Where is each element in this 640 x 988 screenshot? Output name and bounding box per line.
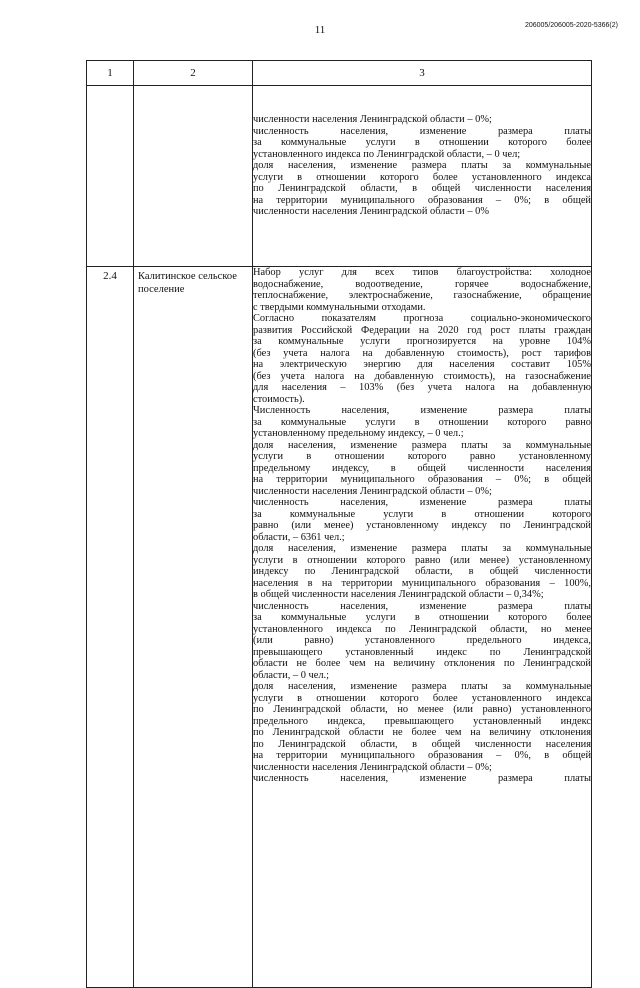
text-line: развития Российской Федерации на 2020 год рост платы граждан: [253, 324, 591, 336]
column-header-3: 3: [253, 61, 592, 86]
text-line: на территории муниципального образования – 0%; в общей: [253, 194, 591, 206]
text-line: Согласно показателям прогноза социально-экономического: [253, 313, 591, 324]
text-line: за коммунальные услуги прогнозируется на уровне 104%: [253, 336, 591, 347]
text-line: (без учета налога на добавленную стоимость), на газоснабжение: [253, 370, 591, 382]
text-line: по Ленинградской области не более чем на величину отклонения: [253, 727, 591, 738]
text-line: Численность населения, изменение размера платы: [253, 405, 591, 416]
text-line: превышающего установленный индекс по Ленинградской: [253, 646, 591, 658]
text-line: населения в на территории муниципального образования – 100%,: [253, 577, 591, 589]
text-line: доля населения, изменение размера платы за коммунальные: [253, 681, 591, 692]
text-line: установленного индекса по Ленинградской области, – 0 чел;: [253, 148, 521, 160]
text-line: численности населения Ленинградской области – 0%;: [253, 114, 492, 125]
text-line: в общей численности населения Ленинградской области – 0,34%;: [253, 589, 544, 600]
text-line: на территории муниципального образования – 0%; в общей: [253, 474, 591, 485]
text-line: области не более чем на величину отклонения по Ленинградской: [253, 658, 591, 669]
row-description-cell: [253, 86, 592, 267]
text-line: услуги в отношении которого равно (или менее) установленному: [253, 554, 591, 566]
text-line: доля населения, изменение размера платы за коммунальные: [253, 160, 591, 171]
table-row: [87, 267, 592, 988]
text-line: услуги в отношении которого более установленного индекса: [253, 171, 591, 183]
row-name-cell: [134, 267, 253, 988]
text-line: за коммунальные услуги в отношении которого более: [253, 612, 591, 623]
text-line: услуги в отношении которого более установленного индекса: [253, 692, 591, 704]
text-line: по Ленинградской области, но менее (или равно) установленного: [253, 704, 591, 715]
text-line: для населения – 103% (без учета налога на добавленную: [253, 382, 591, 393]
text-line: на электрическую энергию для населения составит 105%: [253, 359, 591, 370]
row-description-cell: [253, 267, 592, 988]
text-line: на территории муниципального образования – 0%, в общей: [253, 750, 591, 761]
text-line: за коммунальные услуги в отношении которого равно: [253, 416, 591, 428]
text-line: численности населения Ленинградской области – 0%: [253, 206, 489, 217]
text-line: численность населения, изменение размера платы: [253, 125, 591, 137]
text-line: водоснабжение, водоотведение, горячее водоснабжение,: [253, 278, 591, 290]
text-line: численность населения, изменение размера платы: [253, 773, 591, 784]
column-header-1: 1: [87, 61, 134, 86]
row-name-cell: [134, 86, 253, 267]
text-line: предельного индекса, превышающего установленный индекс: [253, 715, 591, 727]
text-line: за коммунальные услуги в отношении которого более: [253, 137, 591, 148]
description-text: [253, 267, 591, 785]
document-code: 206005/206005-2020-5366(2): [524, 22, 618, 29]
row-number: 2.4: [103, 270, 117, 282]
column-header-2: 2: [134, 61, 253, 86]
text-line: предельному индексу, в общей численности населения: [253, 462, 591, 474]
text-line: области, – 6361 чел.;: [253, 531, 345, 543]
text-line: с твердыми коммунальными отходами.: [253, 301, 426, 313]
description-text: [253, 114, 591, 218]
data-table: [86, 60, 592, 988]
text-line: численность населения, изменение размера платы: [253, 497, 591, 508]
text-line: установленного индекса по Ленинградской области, но менее: [253, 623, 591, 635]
table-header-row: [87, 61, 592, 86]
settlement-name: Калитинское сельское поселение: [138, 271, 237, 295]
text-line: стоимость).: [253, 393, 305, 405]
text-line: численности населения Ленинградской области – 0%;: [253, 485, 492, 497]
text-line: установленному предельному индексу, – 0 чел.;: [253, 428, 464, 439]
text-line: услуги в отношении которого равно установленному: [253, 451, 591, 462]
text-line: по Ленинградской области, в общей численности населения: [253, 738, 591, 750]
row-number-cell: [87, 267, 134, 988]
table-row: [87, 86, 592, 267]
text-line: численности населения Ленинградской области – 0%;: [253, 761, 492, 773]
text-line: индексу по Ленинградской области, в общей численности: [253, 566, 591, 577]
page-number: 11: [314, 24, 326, 36]
text-line: (или равно) установленного предельного индекса,: [253, 635, 591, 646]
text-line: доля населения, изменение размера платы за коммунальные: [253, 439, 591, 451]
text-line: (без учета налога на добавленную стоимость), рост тарифов: [253, 347, 591, 359]
row-number-cell: [87, 86, 134, 267]
text-line: равно (или менее) установленному индексу по Ленинградской: [253, 520, 591, 531]
text-line: по Ленинградской области, в общей численности населения: [253, 183, 591, 194]
text-line: доля населения, изменение размера платы за коммунальные: [253, 543, 591, 554]
text-line: теплоснабжение, электроснабжение, газоснабжение, обращение: [253, 290, 591, 301]
text-line: области, – 0 чел.;: [253, 669, 330, 681]
text-line: Набор услуг для всех типов благоустройства: холодное: [253, 267, 591, 278]
text-line: численность населения, изменение размера платы: [253, 600, 591, 612]
text-line: за коммунальные услуги в отношении которого: [253, 508, 591, 520]
